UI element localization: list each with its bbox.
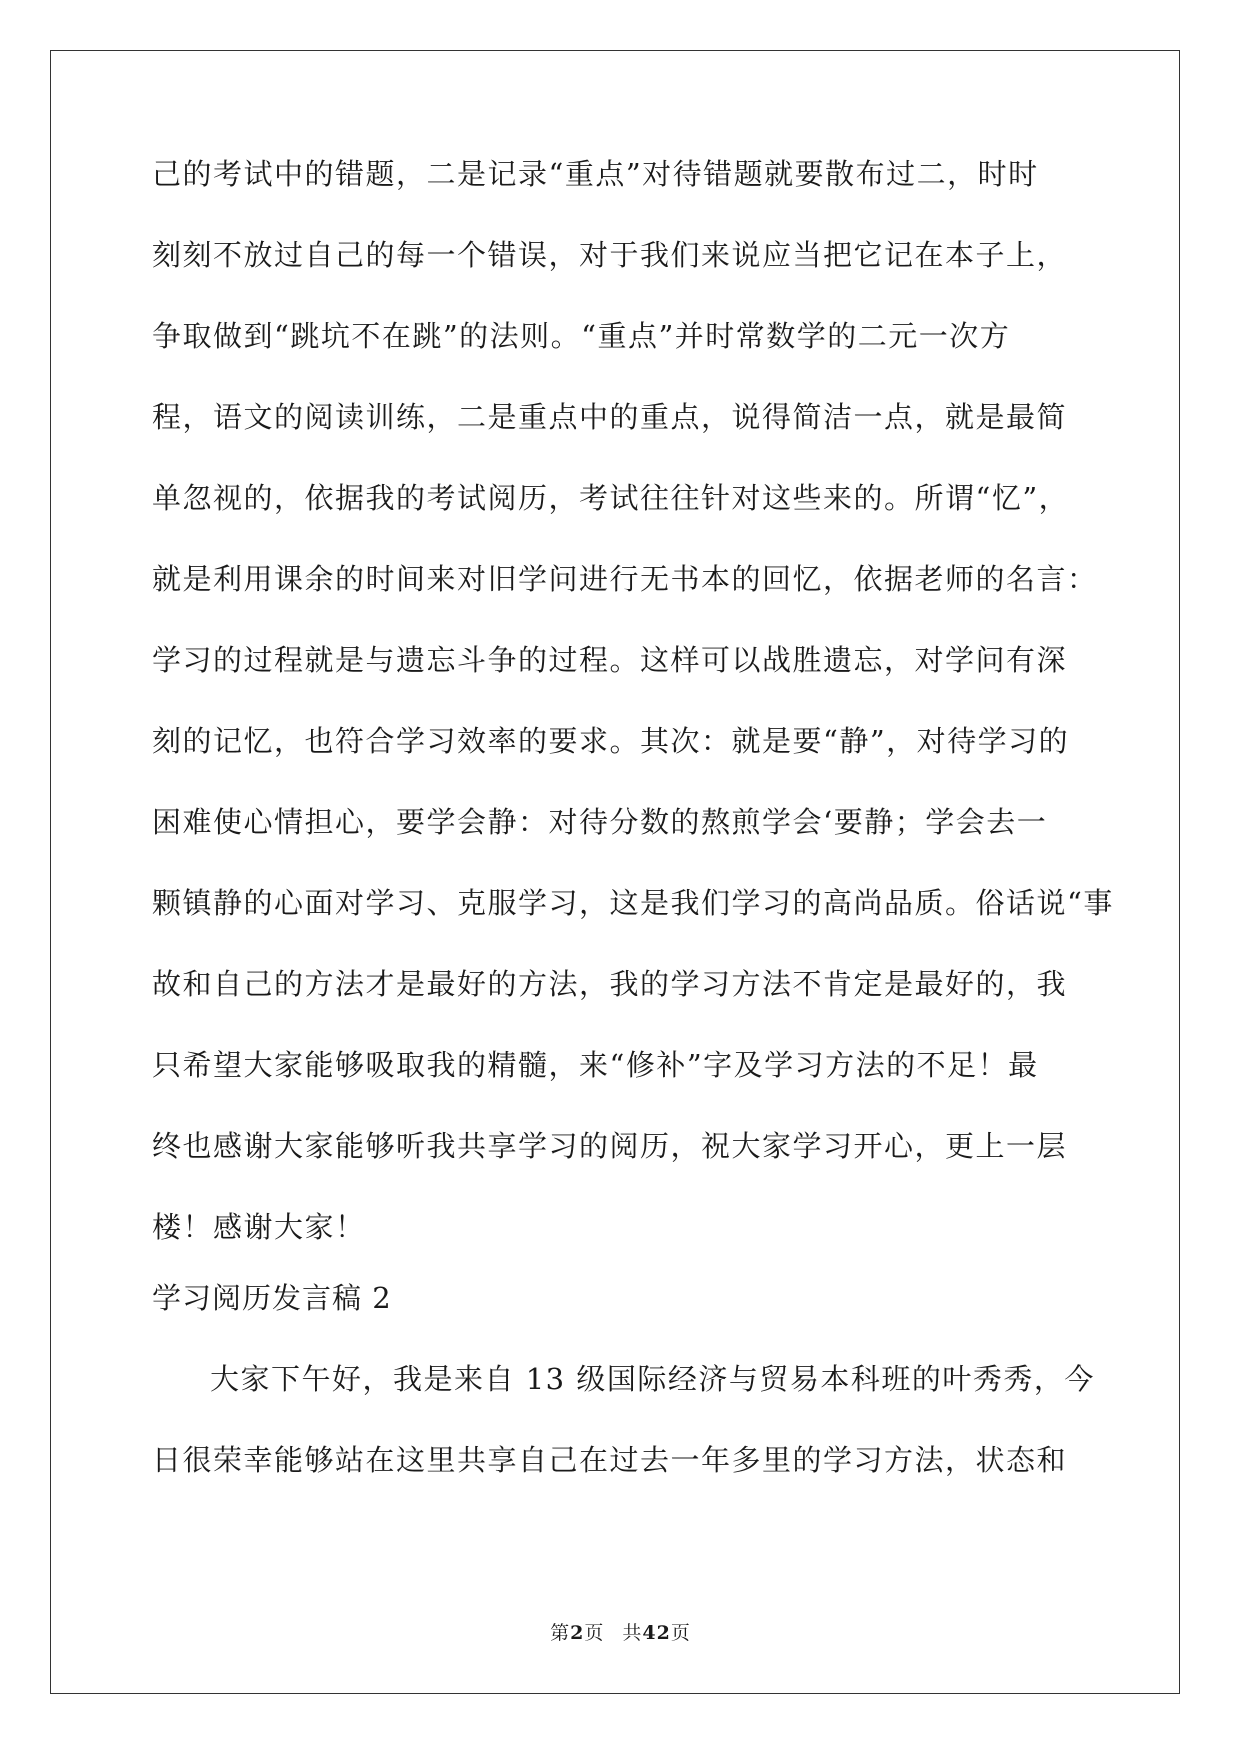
body-line: 刻刻不放过自己的每一个错误，对于我们来说应当把它记在本子上， [152,238,1068,272]
total-pages: 42 [642,1622,671,1644]
body-line: 学习的过程就是与遗忘斗争的过程。这样可以战胜遗忘，对学问有深 [152,643,1068,677]
body-line: 颗镇静的心面对学习、克服学习，这是我们学习的高尚品质。俗话说“事 [152,886,1114,920]
body-line: 争取做到“跳坑不在跳”的法则。“重点”并时常数学的二元一次方 [152,319,1011,353]
body-line: 终也感谢大家能够听我共享学习的阅历，祝大家学习开心，更上一层 [152,1129,1068,1163]
body-line: 单忽视的，依据我的考试阅历，考试往往针对这些来的。所谓“忆”， [152,481,1070,515]
body-line: 困难使心情担心，要学会静：对待分数的熬煎学会‘要静；学会去一 [152,805,1048,839]
footer-prefix: 第 [550,1622,571,1644]
body-line: 楼！感谢大家！ [152,1210,366,1244]
body-line: 只希望大家能够吸取我的精髓，来“修补”字及学习方法的不足！最 [152,1048,1039,1082]
paragraph-line: 大家下午好，我是来自 13 级国际经济与贸易本科班的叶秀秀，今 [210,1362,1095,1396]
footer-page-suffix: 页 [584,1622,605,1644]
paragraph-line: 日很荣幸能够站在这里共享自己在过去一年多里的学习方法，状态和 [152,1443,1068,1477]
page-footer [0,1618,1241,1645]
body-line: 刻的记忆，也符合学习效率的要求。其次：就是要“静”，对待学习的 [152,724,1070,758]
section-heading: 学习阅历发言稿 2 [152,1281,392,1315]
page-number: 2 [570,1622,585,1644]
body-line: 程，语文的阅读训练，二是重点中的重点，说得简洁一点，就是最简 [152,400,1068,434]
body-line: 就是利用课余的时间来对旧学问进行无书本的回忆，依据老师的名言： [152,562,1098,596]
footer-total-suffix: 页 [670,1622,691,1644]
footer-total-prefix: 共 [622,1622,643,1644]
body-line: 己的考试中的错题，二是记录“重点”对待错题就要散布过二，时时 [152,157,1039,191]
body-line: 故和自己的方法才是最好的方法，我的学习方法不肯定是最好的，我 [152,967,1068,1001]
document-body [152,157,1114,1527]
